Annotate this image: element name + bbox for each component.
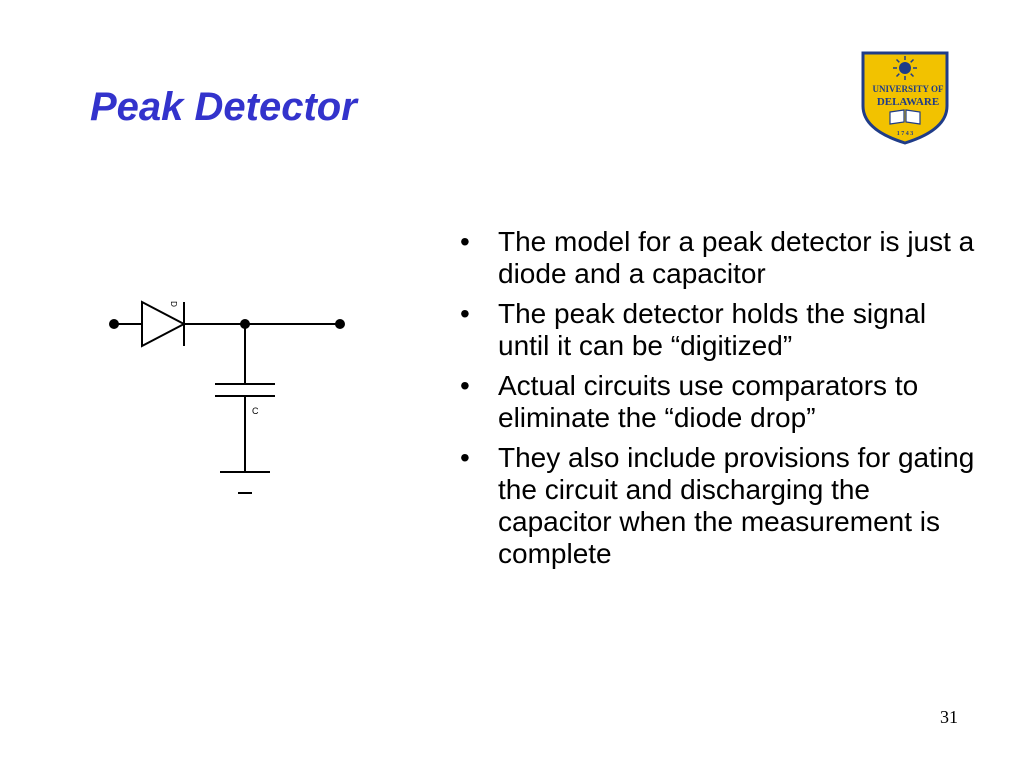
bullet-text: Actual circuits use comparators to eliminate the “diode drop” xyxy=(498,370,919,433)
logo-line2: DELAWARE xyxy=(876,96,940,108)
sun-icon xyxy=(893,56,917,80)
university-logo xyxy=(860,50,950,146)
bullet-text: The model for a peak detector is just a diode and a capacitor xyxy=(498,226,975,289)
logo-line1: UNIVERSITY OF xyxy=(872,84,944,94)
diode-icon xyxy=(142,302,184,346)
junction-node xyxy=(240,319,250,329)
bullet-dot: • xyxy=(460,226,470,257)
diode-label: D xyxy=(169,301,178,307)
slide-title: Peak Detector xyxy=(90,85,357,129)
peak-detector-circuit xyxy=(100,290,360,510)
bullet-list xyxy=(458,226,978,578)
list-item xyxy=(458,370,978,434)
page-number: 31 xyxy=(940,707,958,727)
bullet-dot: • xyxy=(460,298,470,329)
list-item xyxy=(458,226,978,290)
list-item xyxy=(458,442,978,570)
list-item xyxy=(458,298,978,362)
output-node xyxy=(335,319,345,329)
bullet-text: They also include provisions for gating the circuit and discharging the capacitor when the measurement is complete xyxy=(498,442,975,569)
input-node xyxy=(109,319,119,329)
bullet-dot: • xyxy=(460,442,470,473)
logo-year: 1 7 4 3 xyxy=(896,131,914,137)
bullet-text: The peak detector holds the signal until it can be “digitized” xyxy=(498,298,927,361)
bullet-dot: • xyxy=(460,370,470,401)
capacitor-label: C xyxy=(252,406,259,416)
